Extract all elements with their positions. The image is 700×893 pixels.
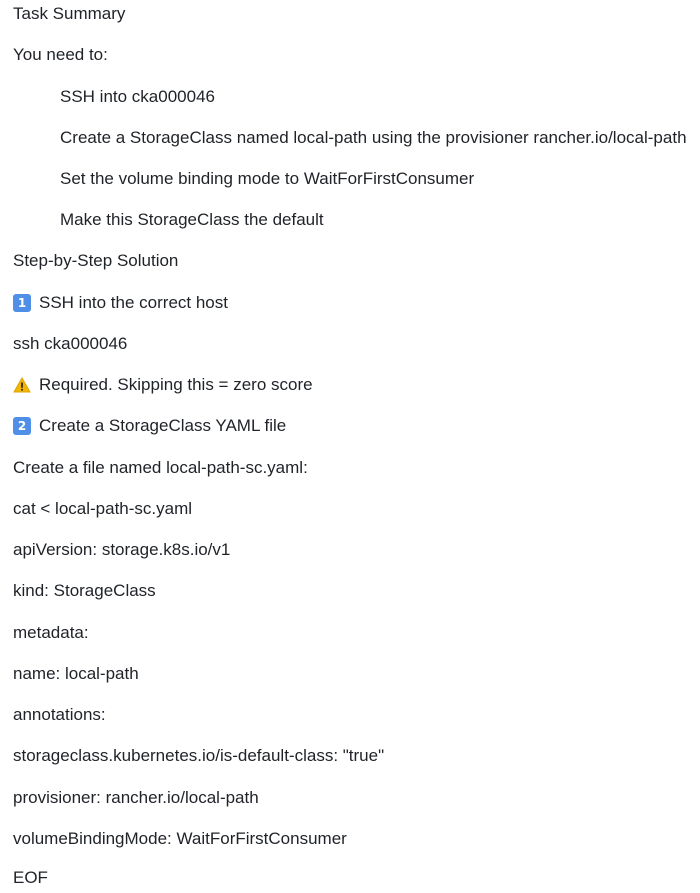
task-item: SSH into cka000046 xyxy=(60,87,215,106)
task-summary-heading: Task Summary xyxy=(13,4,126,23)
yaml-line: cat < local-path-sc.yaml xyxy=(13,499,193,518)
yaml-line: EOF xyxy=(13,868,48,887)
yaml-line: apiVersion: storage.k8s.io/v1 xyxy=(13,540,231,559)
keycap-one-icon: 1 xyxy=(13,294,31,312)
yaml-line: annotations: xyxy=(13,705,106,724)
warning-text: Required. Skipping this = zero score xyxy=(39,375,313,394)
step-1-label: SSH into the correct host xyxy=(39,293,228,312)
yaml-line: storageclass.kubernetes.io/is-default-class: "true" xyxy=(13,746,385,765)
warning-note xyxy=(13,373,313,397)
intro-text: You need to: xyxy=(13,45,108,64)
step-1-heading xyxy=(13,291,228,315)
yaml-line: name: local-path xyxy=(13,664,139,683)
step-2-label: Create a StorageClass YAML file xyxy=(39,416,287,435)
task-item: Create a StorageClass named local-path using the provisioner rancher.io/local-path xyxy=(60,128,687,147)
yaml-line: volumeBindingMode: WaitForFirstConsumer xyxy=(13,829,347,848)
keycap-two-icon: 2 xyxy=(13,417,31,435)
yaml-line: metadata: xyxy=(13,623,89,642)
task-item: Make this StorageClass the default xyxy=(60,210,324,229)
step-2-instruction: Create a file named local-path-sc.yaml: xyxy=(13,458,308,477)
warning-icon xyxy=(13,377,31,393)
task-item: Set the volume binding mode to WaitForFirstConsumer xyxy=(60,169,475,188)
yaml-line: provisioner: rancher.io/local-path xyxy=(13,788,259,807)
step-2-heading xyxy=(13,414,286,438)
solution-heading: Step-by-Step Solution xyxy=(13,251,179,270)
ssh-command: ssh cka000046 xyxy=(13,334,128,353)
yaml-line: kind: StorageClass xyxy=(13,581,156,600)
